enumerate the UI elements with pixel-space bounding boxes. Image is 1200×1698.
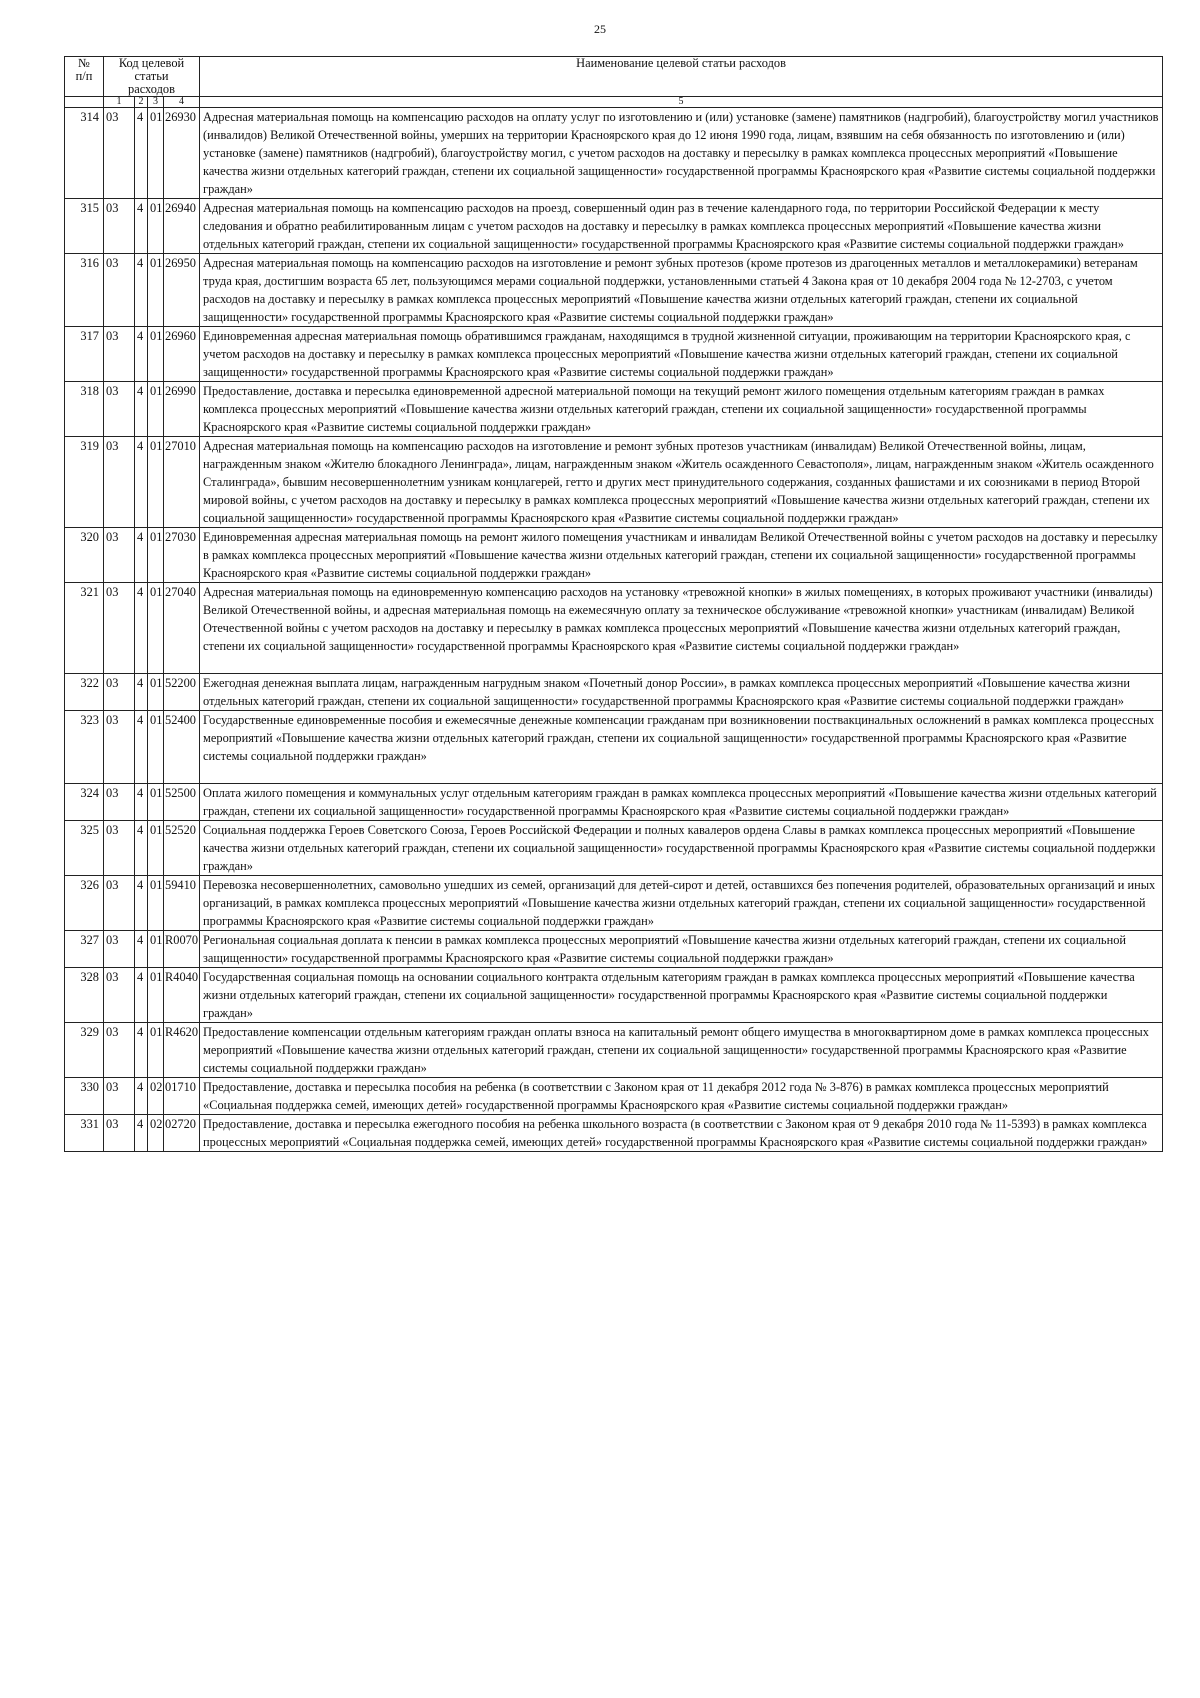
code-part-3: 01 — [148, 199, 164, 254]
row-number: 316 — [65, 254, 104, 327]
code-part-1: 03 — [104, 968, 135, 1023]
code-part-1: 03 — [104, 528, 135, 583]
code-part-2: 4 — [135, 674, 148, 711]
code-part-1: 03 — [104, 674, 135, 711]
row-number: 326 — [65, 876, 104, 931]
code-part-3: 01 — [148, 254, 164, 327]
page-number: 25 — [594, 22, 606, 36]
code-part-4: 27040 — [164, 583, 200, 674]
row-number: 321 — [65, 583, 104, 674]
table-row — [65, 1115, 1163, 1152]
row-number: 327 — [65, 931, 104, 968]
code-part-3: 01 — [148, 674, 164, 711]
table-row — [65, 1023, 1163, 1078]
row-number: 329 — [65, 1023, 104, 1078]
code-part-1: 03 — [104, 711, 135, 784]
code-part-1: 03 — [104, 1023, 135, 1078]
row-number: 331 — [65, 1115, 104, 1152]
code-part-1: 03 — [104, 437, 135, 528]
col-number: 3 — [148, 97, 164, 108]
code-part-4: 26940 — [164, 199, 200, 254]
code-part-2: 4 — [135, 327, 148, 382]
code-part-4: 26960 — [164, 327, 200, 382]
code-part-3: 01 — [148, 821, 164, 876]
code-part-1: 03 — [104, 382, 135, 437]
code-part-3: 01 — [148, 876, 164, 931]
code-part-4: 52520 — [164, 821, 200, 876]
col-number: 1 — [104, 97, 135, 108]
expense-item-name: Предоставление, доставка и пересылка единовременной адресной материальной помощи на текущий ремонт жилого помещения отдельным категориям граждан в рамках комплекса процессных мероприятий «Повышение качества жизни отдельных категорий граждан, степени их социальной защищенности» государственной программы Красноярского края «Развитие системы социальной поддержки граждан» — [200, 382, 1163, 437]
code-part-4: 26990 — [164, 382, 200, 437]
code-part-2: 4 — [135, 711, 148, 784]
code-part-3: 01 — [148, 108, 164, 199]
row-number: 314 — [65, 108, 104, 199]
code-part-4: 52200 — [164, 674, 200, 711]
expense-item-name: Региональная социальная доплата к пенсии в рамках комплекса процессных мероприятий «Повышение качества жизни отдельных категорий граждан, степени их социальной защищенности» государственной программы Красноярского края «Развитие системы социальной поддержки граждан» — [200, 931, 1163, 968]
code-part-3: 01 — [148, 1023, 164, 1078]
code-part-3: 01 — [148, 968, 164, 1023]
code-part-2: 4 — [135, 528, 148, 583]
table-row — [65, 108, 1163, 199]
table-row — [65, 876, 1163, 931]
row-number: 317 — [65, 327, 104, 382]
col-number — [65, 97, 104, 108]
expense-item-name: Социальная поддержка Героев Советского Союза, Героев Российской Федерации и полных кавалеров ордена Славы в рамках комплекса процессных мероприятий «Повышение качества жизни отдельных категорий граждан, степени их социальной защищенности» государственной программы Красноярского края «Развитие системы социальной поддержки граждан» — [200, 821, 1163, 876]
code-part-2: 4 — [135, 583, 148, 674]
code-part-3: 01 — [148, 784, 164, 821]
code-part-4: R4620 — [164, 1023, 200, 1078]
code-part-4: 02720 — [164, 1115, 200, 1152]
header-no: № п/п — [65, 57, 104, 97]
expense-item-name: Государственная социальная помощь на основании социального контракта отдельным категориям граждан в рамках комплекса процессных мероприятий «Повышение качества жизни отдельных категорий граждан, степени их социальной защищенности» государственной программы Красноярского края «Развитие системы социальной поддержки граждан» — [200, 968, 1163, 1023]
code-part-3: 01 — [148, 931, 164, 968]
code-part-4: 52500 — [164, 784, 200, 821]
table-row — [65, 437, 1163, 528]
row-number: 320 — [65, 528, 104, 583]
table-body — [65, 108, 1163, 1152]
code-part-4: 26950 — [164, 254, 200, 327]
table-row — [65, 711, 1163, 784]
col-number: 5 — [200, 97, 1163, 108]
code-part-4: 01710 — [164, 1078, 200, 1115]
table-row — [65, 583, 1163, 674]
code-part-2: 4 — [135, 821, 148, 876]
code-part-4: 27030 — [164, 528, 200, 583]
code-part-2: 4 — [135, 1115, 148, 1152]
expense-item-name: Адресная материальная помощь на компенсацию расходов на изготовление и ремонт зубных протезов (кроме протезов из драгоценных металлов и металлокерамики) ветеранам труда края, достигшим возраста 65 лет, пользующимся мерами социальной поддержки, установленными статьей 4 Закона края от 10 декабря 2004 года № 12-2703, с учетом расходов на доставку и пересылку в рамках комплекса процессных мероприятий «Повышение качества жизни отдельных категорий граждан, степени их социальной защищенности» государственной программы Красноярского края «Развитие системы социальной поддержки граждан» — [200, 254, 1163, 327]
row-number: 323 — [65, 711, 104, 784]
code-part-2: 4 — [135, 968, 148, 1023]
code-part-1: 03 — [104, 876, 135, 931]
table-row — [65, 674, 1163, 711]
row-number: 319 — [65, 437, 104, 528]
row-number: 330 — [65, 1078, 104, 1115]
expense-item-name: Адресная материальная помощь на компенсацию расходов на оплату услуг по изготовлению и (или) установке (замене) памятников (надгробий), благоустройству могил участников (инвалидов) Великой Отечественной войны, умерших на территории Красноярского края до 12 июня 1990 года, лицам, взявшим на себя обязанность по изготовлению и (или) установке (замене) памятников (надгробий), благоустройству могил, с учетом расходов на доставку и пересылку в рамках комплекса процессных мероприятий «Повышение качества жизни отдельных категорий граждан, степени их социальной защищенности» государственной программы Красноярского края «Развитие системы социальной поддержки граждан» — [200, 108, 1163, 199]
code-part-4: 26930 — [164, 108, 200, 199]
code-part-1: 03 — [104, 583, 135, 674]
code-part-1: 03 — [104, 199, 135, 254]
code-part-1: 03 — [104, 1078, 135, 1115]
column-numbers-row — [65, 97, 1163, 108]
expense-item-name: Адресная материальная помощь на компенсацию расходов на проезд, совершенный один раз в течение календарного года, по территории Российской Федерации к месту следования и обратно реабилитированным лицам с учетом расходов на доставку и пересылку в рамках комплекса процессных мероприятий «Повышение качества жизни отдельных категорий граждан, степени их социальной защищенности» государственной программы Красноярского края «Развитие системы социальной поддержки граждан» — [200, 199, 1163, 254]
code-part-3: 01 — [148, 327, 164, 382]
table-row — [65, 821, 1163, 876]
code-part-1: 03 — [104, 327, 135, 382]
code-part-2: 4 — [135, 784, 148, 821]
row-number: 322 — [65, 674, 104, 711]
table-row — [65, 382, 1163, 437]
expense-item-name: Единовременная адресная материальная помощь обратившимся гражданам, находящимся в трудной жизненной ситуации, проживающим на территории Красноярского края, с учетом расходов на доставку и пересылку в рамках комплекса процессных мероприятий «Повышение качества жизни отдельных категорий граждан, степени их социальной защищенности» государственной программы Красноярского края «Развитие системы социальной поддержки граждан» — [200, 327, 1163, 382]
header-code: Код целевой статьи расходов — [104, 57, 200, 97]
code-part-2: 4 — [135, 437, 148, 528]
expense-item-name: Адресная материальная помощь на единовременную компенсацию расходов на установку «тревожной кнопки» в жилых помещениях, в которых проживают участники (инвалиды) Великой Отечественной войны, и адресная материальная помощь на ежемесячную оплату за техническое обслуживание «тревожной кнопки» участникам (инвалидам) Великой Отечественной войны с учетом расходов на доставку и пересылку в рамках комплекса процессных мероприятий «Повышение качества жизни отдельных категорий граждан, степени их социальной защищенности» государственной программы Красноярского края «Развитие системы социальной поддержки граждан» — [200, 583, 1163, 674]
col-number: 4 — [164, 97, 200, 108]
code-part-2: 4 — [135, 1023, 148, 1078]
expense-item-name: Единовременная адресная материальная помощь на ремонт жилого помещения участникам и инвалидам Великой Отечественной войны с учетом расходов на доставку и пересылку в рамках комплекса процессных мероприятий «Повышение качества жизни отдельных категорий граждан, степени их социальной защищенности» государственной программы Красноярского края «Развитие системы социальной поддержки граждан» — [200, 528, 1163, 583]
budget-table — [64, 56, 1163, 1152]
row-number: 325 — [65, 821, 104, 876]
code-part-2: 4 — [135, 931, 148, 968]
code-part-3: 02 — [148, 1078, 164, 1115]
table-row — [65, 254, 1163, 327]
code-part-1: 03 — [104, 108, 135, 199]
table-row — [65, 784, 1163, 821]
header-name: Наименование целевой статьи расходов — [200, 57, 1163, 97]
code-part-1: 03 — [104, 784, 135, 821]
expense-item-name: Предоставление, доставка и пересылка пособия на ребенка (в соответствии с Законом края от 11 декабря 2012 года № 3-876) в рамках комплекса процессных мероприятий «Социальная поддержка семей, имеющих детей» государственной программы Красноярского края «Развитие системы социальной поддержки граждан» — [200, 1078, 1163, 1115]
code-part-3: 01 — [148, 583, 164, 674]
code-part-2: 4 — [135, 254, 148, 327]
code-part-2: 4 — [135, 199, 148, 254]
code-part-1: 03 — [104, 931, 135, 968]
table-row — [65, 1078, 1163, 1115]
expense-item-name: Ежегодная денежная выплата лицам, награжденным нагрудным знаком «Почетный донор России», в рамках комплекса процессных мероприятий «Повышение качества жизни отдельных категорий граждан, степени их социальной защищенности» государственной программы Красноярского края «Развитие системы социальной поддержки граждан» — [200, 674, 1163, 711]
table-row — [65, 327, 1163, 382]
expense-item-name: Предоставление, доставка и пересылка ежегодного пособия на ребенка школьного возраста (в соответствии с Законом края от 9 декабря 2010 года № 11-5393) в рамках комплекса процессных мероприятий «Социальная поддержка семей, имеющих детей» государственной программы Красноярского края «Развитие системы социальной поддержки граждан» — [200, 1115, 1163, 1152]
code-part-1: 03 — [104, 1115, 135, 1152]
row-number: 324 — [65, 784, 104, 821]
row-number: 328 — [65, 968, 104, 1023]
code-part-4: R0070 — [164, 931, 200, 968]
expense-item-name: Предоставление компенсации отдельным категориям граждан оплаты взноса на капитальный ремонт общего имущества в многоквартирном доме в рамках комплекса процессных мероприятий «Повышение качества жизни отдельных категорий граждан, степени их социальной защищенности» государственной программы Красноярского края «Развитие системы социальной поддержки граждан» — [200, 1023, 1163, 1078]
code-part-3: 02 — [148, 1115, 164, 1152]
code-part-4: 59410 — [164, 876, 200, 931]
code-part-1: 03 — [104, 254, 135, 327]
code-part-2: 4 — [135, 876, 148, 931]
code-part-3: 01 — [148, 711, 164, 784]
code-part-3: 01 — [148, 437, 164, 528]
code-part-4: 27010 — [164, 437, 200, 528]
code-part-3: 01 — [148, 528, 164, 583]
expense-item-name: Перевозка несовершеннолетних, самовольно ушедших из семей, организаций для детей-сирот и детей, оставшихся без попечения родителей, образовательных организаций и иных организаций, в рамках комплекса процессных мероприятий «Повышение качества жизни отдельных категорий граждан, степени их социальной защищенности» государственной программы Красноярского края «Развитие системы социальной поддержки граждан» — [200, 876, 1163, 931]
table-row — [65, 199, 1163, 254]
table-row — [65, 931, 1163, 968]
code-part-4: 52400 — [164, 711, 200, 784]
code-part-3: 01 — [148, 382, 164, 437]
expense-item-name: Адресная материальная помощь на компенсацию расходов на изготовление и ремонт зубных протезов участникам (инвалидам) Великой Отечественной войны, лицам, награжденным знаком «Жителю блокадного Ленинграда», лицам, награжденным знаком «Житель осажденного Севастополя», лицам, награжденным знаком «Житель осажденного Сталинграда», бывшим несовершеннолетним узникам концлагерей, гетто и других мест принудительного содержания, созданных фашистами и их союзниками в период Второй мировой войны, с учетом расходов на доставку и пересылку в рамках комплекса процессных мероприятий «Повышение качества жизни отдельных категорий граждан, степени их социальной защищенности» государственной программы Красноярского края «Развитие системы социальной поддержки граждан» — [200, 437, 1163, 528]
row-number: 318 — [65, 382, 104, 437]
expense-item-name: Оплата жилого помещения и коммунальных услуг отдельным категориям граждан в рамках комплекса процессных мероприятий «Повышение качества жизни отдельных категорий граждан, степени их социальной защищенности» государственной программы Красноярского края «Развитие системы социальной поддержки граждан» — [200, 784, 1163, 821]
code-part-2: 4 — [135, 108, 148, 199]
row-number: 315 — [65, 199, 104, 254]
col-number: 2 — [135, 97, 148, 108]
code-part-1: 03 — [104, 821, 135, 876]
table-row — [65, 528, 1163, 583]
code-part-4: R4040 — [164, 968, 200, 1023]
table-row — [65, 968, 1163, 1023]
code-part-2: 4 — [135, 1078, 148, 1115]
expense-item-name: Государственные единовременные пособия и ежемесячные денежные компенсации гражданам при возникновении поствакцинальных осложнений в рамках комплекса процессных мероприятий «Повышение качества жизни отдельных категорий граждан, степени их социальной защищенности» государственной программы Красноярского края «Развитие системы социальной поддержки граждан» — [200, 711, 1163, 784]
code-part-2: 4 — [135, 382, 148, 437]
